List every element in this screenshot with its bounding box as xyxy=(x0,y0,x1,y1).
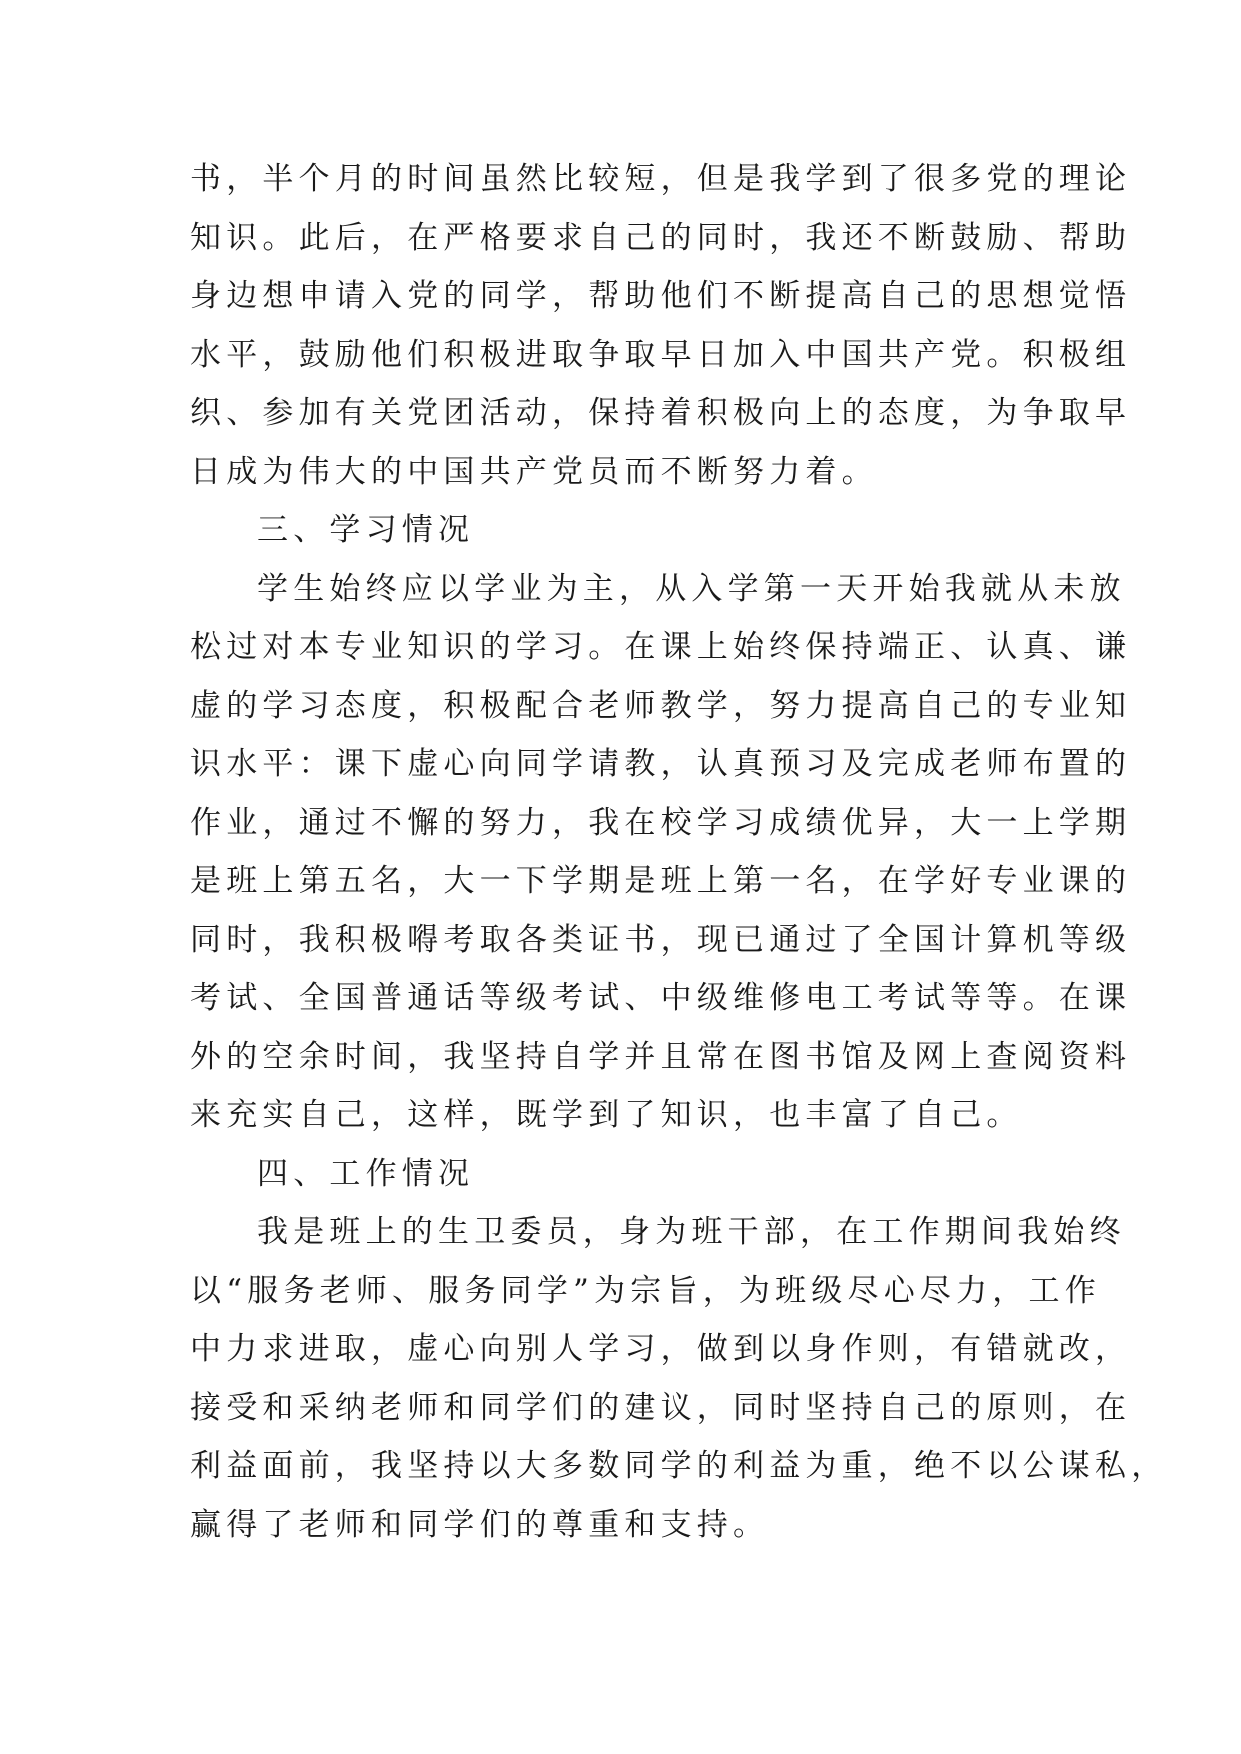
text-line: 水平，鼓励他们积极进取争取早日加入中国共产党。积极组 xyxy=(190,336,1132,373)
text-line: 考试、全国普通话等级考试、中级维修电工考试等等。在课 xyxy=(190,980,1132,1016)
text-line: 以“服务老师、服务同学”为宗旨，为班级尽心尽力，工作 xyxy=(190,1272,1101,1309)
section-heading: 四、工作情况 xyxy=(257,1155,475,1192)
text-line: 日成为伟大的中国共产党员而不断努力着。 xyxy=(190,453,878,490)
text-line: 松过对本专业知识的学习。在课上始终保持端正、认真、谦 xyxy=(190,629,1132,665)
paragraph-first-line: 我是班上的生卫委员，身为班干部，在工作期间我始终 xyxy=(257,1214,1126,1250)
text-line: 接受和采纳老师和同学们的建议，同时坚持自己的原则，在 xyxy=(190,1389,1132,1426)
text-line: 知识。此后，在严格要求自己的同时，我还不断鼓励、帮助 xyxy=(190,219,1132,256)
paragraph-first-line: 学生始终应以学业为主，从入学第一天开始我就从未放 xyxy=(257,570,1126,607)
text-line: 是班上第五名，大一下学期是班上第一名，在学好专业课的 xyxy=(190,863,1132,899)
text-line: 利益面前，我坚持以大多数同学的利益为重，绝不以公谋私， xyxy=(190,1448,1168,1484)
text-line: 作业，通过不懈的努力，我在校学习成绩优异，大一上学期 xyxy=(190,804,1132,841)
section-heading: 三、学习情况 xyxy=(257,512,475,548)
text-line: 中力求进取，虚心向别人学习，做到以身作则，有错就改， xyxy=(190,1331,1132,1367)
text-line: 识水平：课下虚心向同学请教，认真预习及完成老师布置的 xyxy=(190,746,1132,782)
text-line: 来充实自己，这样，既学到了知识，也丰富了自己。 xyxy=(190,1097,1023,1133)
document-body xyxy=(190,150,1168,1554)
text-line: 织、参加有关党团活动，保持着积极向上的态度，为争取早 xyxy=(190,395,1132,431)
text-line: 虚的学习态度，积极配合老师教学，努力提高自己的专业知 xyxy=(190,687,1132,724)
text-line: 同时，我积极嘚考取各类证书，现已通过了全国计算机等级 xyxy=(190,921,1132,958)
text-line: 身边想申请入党的同学，帮助他们不断提高自己的思想觉悟 xyxy=(190,278,1132,314)
text-line: 赢得了老师和同学们的尊重和支持。 xyxy=(190,1506,770,1543)
text-line: 书，半个月的时间虽然比较短，但是我学到了很多党的理论 xyxy=(190,161,1132,197)
text-line: 外的空余时间，我坚持自学并且常在图书馆及网上查阅资料 xyxy=(190,1038,1132,1075)
